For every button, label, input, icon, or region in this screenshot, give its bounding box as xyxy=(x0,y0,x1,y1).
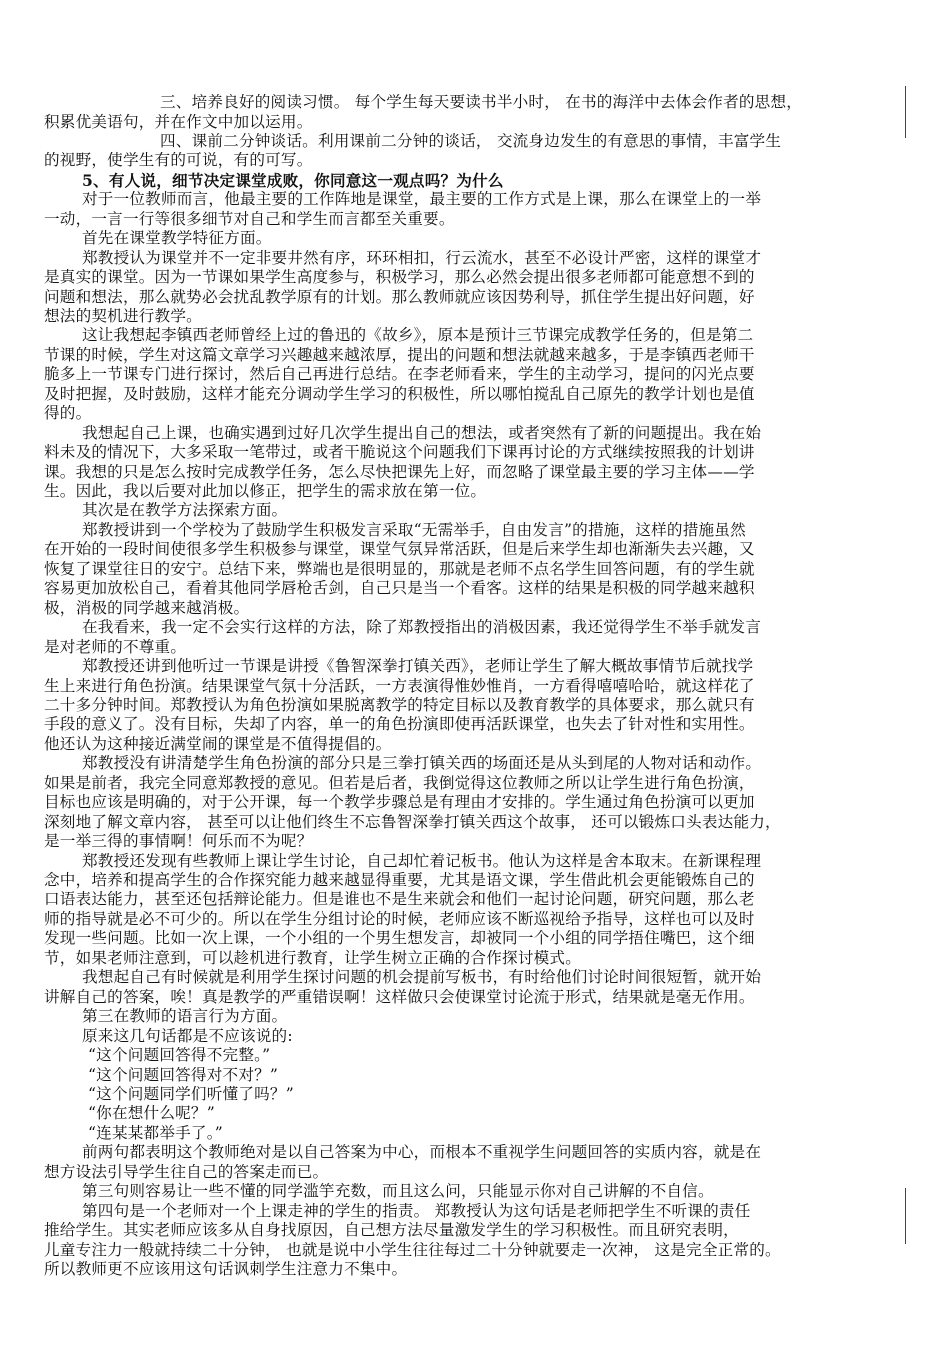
text-line: “你在想什么呢？” xyxy=(88,1104,215,1123)
text-line: 对于一位教师而言，他最主要的工作阵地是课堂，最主要的工作方式是上课，那么在课堂上的一举 xyxy=(82,190,762,209)
text-line: 是真实的课堂。因为一节课如果学生高度参与，积极学习，那么必然会提出很多老师都可能意想不到的 xyxy=(44,268,755,286)
text-line: 师的指导就是必不可少的。所以在学生分组讨论的时候，老师应该不断巡视给予指导，这样也可以及时 xyxy=(44,909,755,928)
text-line: 儿童专注力一般就持续二十分钟， 也就是说中小学生往往每过二十分钟就要走一次神， 这是完全正常的。 xyxy=(44,1240,781,1259)
text-line: 二十多分钟时间。郑教授认为角色扮演如果脱离教学的特定目标以及教育教学的具体要求，那么就只有 xyxy=(44,695,755,714)
text-line: 是对老师的不尊重。 xyxy=(44,637,187,656)
text-line: 5、有人说，细节决定课堂成败，你同意这一观点吗？为什么 xyxy=(82,170,504,190)
text-line: 我想起自己上课，也确实遇到过好几次学生提出自己的想法，或者突然有了新的问题提出。我在始 xyxy=(82,423,762,442)
text-line: 如果是前者，我完全同意郑教授的意见。但若是后者，我倒觉得这位教师之所以让学生进行角色扮演， xyxy=(44,773,755,792)
margin-rule-top xyxy=(905,86,906,138)
text-line: 目标也应该是明确的，对于公开课，每一个教学步骤总是有理由才安排的。学生通过角色扮演可以更加 xyxy=(44,793,755,812)
text-line: 极，消极的同学越来越消极。 xyxy=(44,598,250,617)
text-line: 积累优美语句，并在作文中加以运用。 xyxy=(44,112,313,131)
text-line: 郑教授还讲到他听过一节课是讲授《鲁智深拳打镇关西》，老师让学生了解大概故事情节后就找学 xyxy=(82,657,754,675)
text-line: 生。因此，我以后要对此加以修正，把学生的需求放在第一位。 xyxy=(44,482,487,500)
text-line: 其次是在教学方法探索方面。 xyxy=(82,501,288,520)
text-line: 深刻地了解文章内容， 甚至可以让他们终生不忘鲁智深拳打镇关西这个故事， 还可以锻炼口头表达能力， xyxy=(44,812,781,831)
text-line: 郑教授还发现有些教师上课让学生讨论，自己却忙着记板书。他认为这样是舍本取末。在新课程理 xyxy=(82,851,762,870)
text-line: 在开始的一段时间使很多学生积极参与课堂，课堂气氛异常活跃，但是后来学生却也渐渐失去兴趣，又 xyxy=(44,540,755,559)
text-line: “这个问题同学们听懂了吗？” xyxy=(88,1084,294,1103)
text-line: 脆多上一节课专门进行探讨，然后自己再进行总结。在李老师看来，学生的主动学习，提问的闪光点要 xyxy=(44,365,755,384)
text-line: 郑教授认为课堂并不一定非要井然有序，环环相扣，行云流水，甚至不必设计严密，这样的课堂才 xyxy=(82,248,762,267)
text-line: “这个问题回答得不完整。” xyxy=(88,1046,271,1064)
text-line: 第三句则容易让一些不懂的同学滥竽充数，而且这么问，只能显示你对自己讲解的不自信。 xyxy=(82,1182,714,1201)
text-line: “连某某都举手了。” xyxy=(88,1123,223,1142)
text-line: 推给学生。其实老师应该多从自身找原因，自己想方法尽量激发学生的学习积极性。而且研究表明， xyxy=(44,1221,739,1240)
text-line: 想方设法引导学生往自己的答案走而已。 xyxy=(44,1162,329,1181)
text-line: 口语表达能力，甚至还包括辩论能力。但是谁也不是生来就会和他们一起讨论问题，研究问题，那么老 xyxy=(44,890,755,909)
text-line: 及时把握，及时鼓励，这样才能充分调动学生学习的积极性，所以哪怕搅乱自己原先的教学计划也是值 xyxy=(44,384,755,403)
text-line: 他还认为这种接近满堂闹的课堂是不值得提倡的。 xyxy=(44,734,392,753)
text-line: 郑教授没有讲清楚学生角色扮演的部分只是三拳打镇关西的场面还是从头到尾的人物对话和动作。 xyxy=(82,754,762,773)
text-line: 郑教授讲到一个学校为了鼓励学生积极发言采取“无需举手，自由发言”的措施，这样的措施虽然 xyxy=(82,520,746,539)
text-line: 念中，培养和提高学生的合作探究能力越来越显得重要，尤其是语文课，学生借此机会更能锻炼自己的 xyxy=(44,871,755,889)
text-line: 首先在课堂教学特征方面。 xyxy=(82,229,272,248)
text-line: 第三在教师的语言行为方面。 xyxy=(82,1007,288,1026)
text-line: 节课的时候，学生对这篇文章学习兴趣越来越浓厚，提出的问题和想法就越来越多，于是李镇西老师干 xyxy=(44,345,755,364)
text-line: 一动，一言一行等很多细节对自己和学生而言都至关重要。 xyxy=(44,209,455,228)
text-line: 料未及的情况下，大多采取一笔带过，或者干脆说这个问题我们下课再讨论的方式继续按照我的计划讲 xyxy=(44,443,755,462)
text-line: 课。我想的只是怎么按时完成教学任务，怎么尽快把课先上好，而忽略了课堂最主要的学习主体——学 xyxy=(44,462,755,481)
text-line: 想法的契机进行教学。 xyxy=(44,306,202,325)
text-line: 我想起自己有时候就是利用学生探讨问题的机会提前写板书，有时给他们讨论时间很短暂，就开始 xyxy=(82,968,762,987)
text-line: 容易更加放松自己，看着其他同学唇枪舌剑，自己只是当一个看客。这样的结果是积极的同学越来越积 xyxy=(44,579,755,598)
text-line: 四、课前二分钟谈话。利用课前二分钟的谈话， 交流身边发生的有意思的事情，丰富学生 xyxy=(160,131,782,150)
margin-rule-bottom xyxy=(905,1188,906,1244)
text-line: 手段的意义了。没有目标，失却了内容，单一的角色扮演即使再活跃课堂，也失去了针对性和实用性。 xyxy=(44,715,755,734)
text-line: 是一举三得的事情啊！何乐而不为呢？ xyxy=(44,832,313,851)
text-line: 得的。 xyxy=(44,404,92,423)
text-line: 节，如果老师注意到，可以趁机进行教育，让学生树立正确的合作探讨模式。 xyxy=(44,948,581,967)
text-line: 发现一些问题。比如一次上课，一个小组的一个男生想发言，却被同一个小组的同学捂住嘴巴，这个细 xyxy=(44,929,755,948)
text-line: 的视野，使学生有的可说，有的可写。 xyxy=(44,151,313,170)
text-line: 问题和想法，那么就势必会扰乱教学原有的计划。那么教师就应该因势利导，抓住学生提出好问题，好 xyxy=(44,287,755,306)
text-line: 原来这几句话都是不应该说的: xyxy=(82,1026,293,1045)
text-line: 生上来进行角色扮演。结果课堂气氛十分活跃，一方表演得惟妙惟肖，一方看得嘻嘻哈哈，就这样花了 xyxy=(44,676,755,695)
text-line: “这个问题回答得对不对？” xyxy=(88,1065,279,1084)
text-line: 在我看来，我一定不会实行这样的方法，除了郑教授指出的消极因素，我还觉得学生不举手就发言 xyxy=(82,618,762,637)
text-line: 这让我想起李镇西老师曾经上过的鲁迅的《故乡》，原本是预计三节课完成教学任务的，但是第二 xyxy=(82,326,754,345)
text-line: 讲解自己的答案，唉！真是教学的严重错误啊！这样做只会使课堂讨论流于形式，结果就是毫无作用。 xyxy=(44,987,755,1006)
text-line: 三、培养良好的阅读习惯。 每个学生每天要读书半小时， 在书的海洋中去体会作者的思想， xyxy=(160,93,803,111)
text-line: 第四句是一个老师对一个上课走神的学生的指责。 郑教授认为这句话是老师把学生不听课的责任 xyxy=(82,1201,751,1220)
text-line: 恢复了课堂往日的安宁。总结下来，弊端也是很明显的，那就是老师不点名学生回答问题，有的学生就 xyxy=(44,559,755,578)
text-line: 前两句都表明这个教师绝对是以自己答案为中心，而根本不重视学生问题回答的实质内容，就是在 xyxy=(82,1143,762,1162)
text-line: 所以教师更不应该用这句话讽刺学生注意力不集中。 xyxy=(44,1260,408,1278)
